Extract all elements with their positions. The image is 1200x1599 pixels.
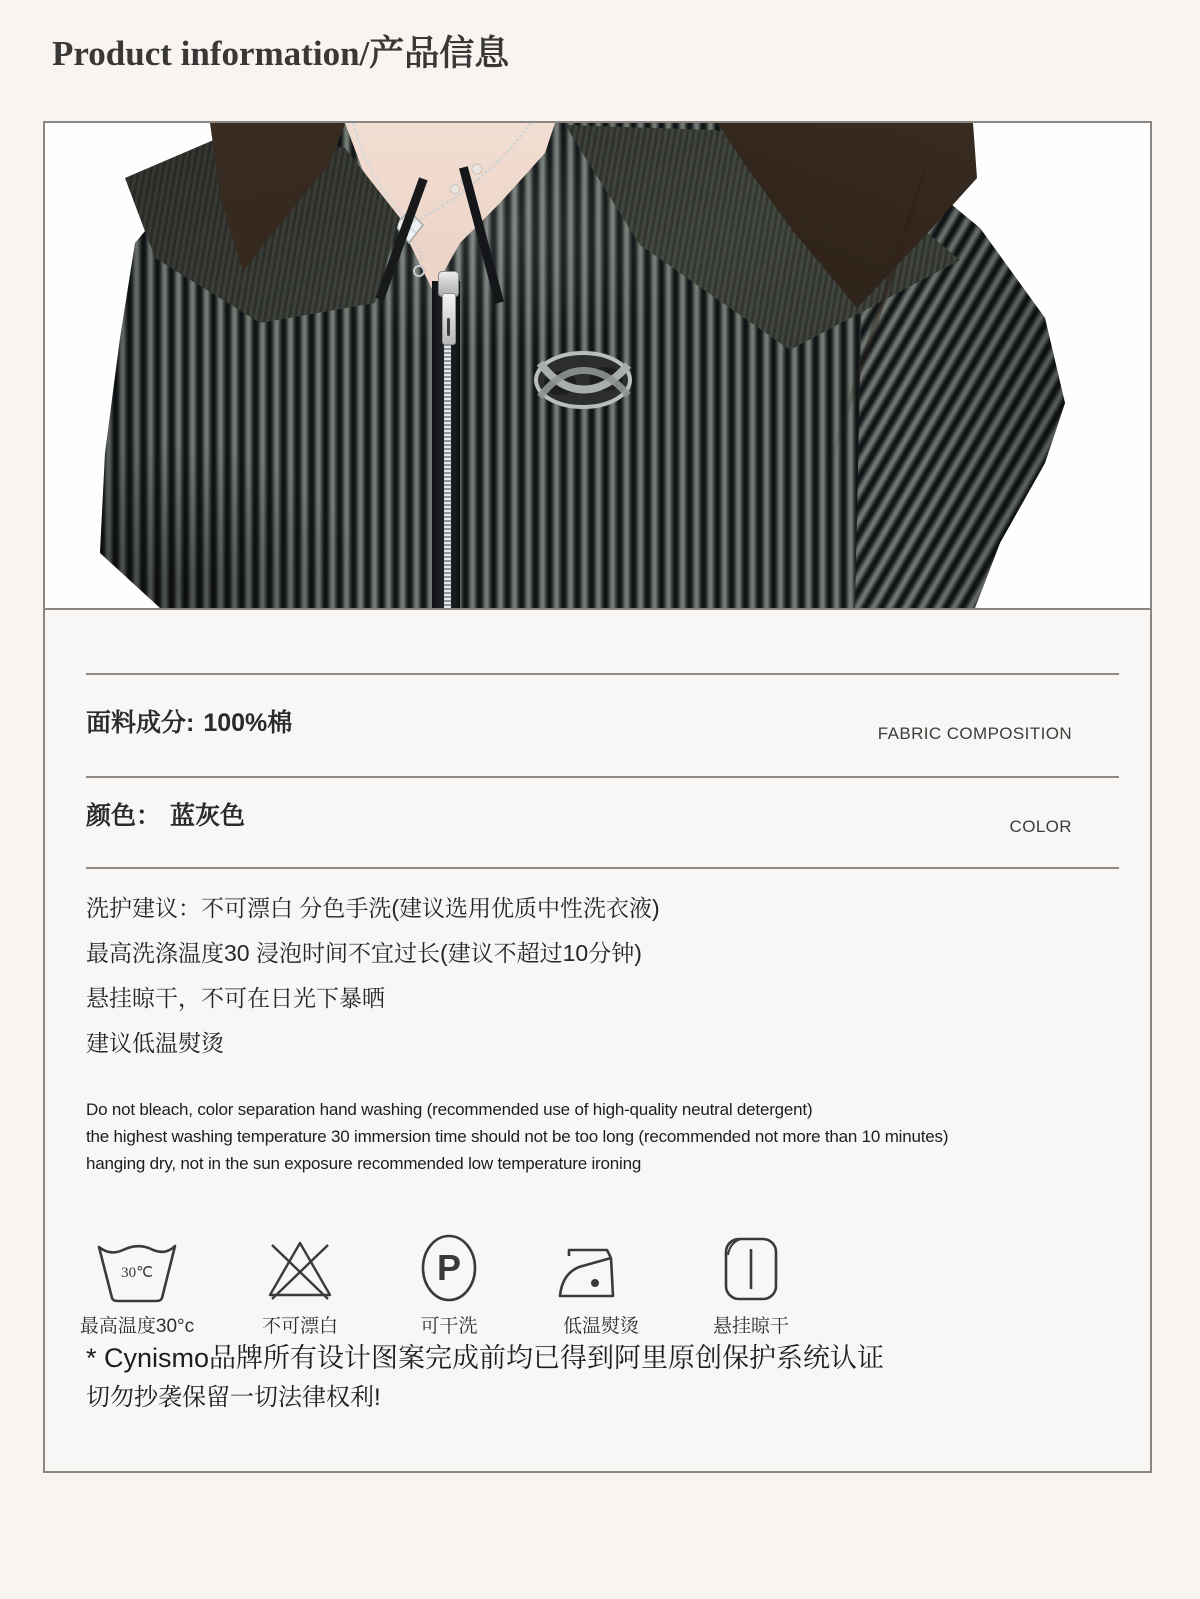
- care-en-line: Do not bleach, color separation hand washing (recommended use of high-quality neutral detergent): [86, 1100, 813, 1119]
- product-photo: [45, 123, 1150, 610]
- care-cn-line: 洗护建议：不可漂白 分色手洗(建议选用优质中性洗衣液): [86, 895, 660, 921]
- brand-copyright-line1: * Cynismo品牌所有设计图案完成前均已得到阿里原创保护系统认证: [86, 1343, 885, 1373]
- product-info-card: [43, 121, 1152, 1473]
- iron-low-icon: [553, 1241, 649, 1305]
- care-en-line: the highest washing temperature 30 immersion time should not be too long (recommended not more than 10 minutes): [86, 1127, 949, 1146]
- no-bleach-icon: [262, 1233, 338, 1305]
- care-icon-label: 可干洗: [420, 1316, 478, 1337]
- care-icon-label: 不可漂白: [261, 1316, 338, 1337]
- brand-copyright-line2: 切勿抄袭保留一切法律权利!: [86, 1384, 381, 1411]
- care-icon-iron-low: [526, 1231, 676, 1338]
- color-label: 颜色：: [86, 802, 162, 830]
- fabric-value: 100%棉: [203, 709, 293, 737]
- fabric-composition-row: [86, 703, 292, 739]
- care-icon-dry-clean: [374, 1231, 524, 1338]
- divider-top: [86, 673, 1119, 675]
- care-icon-label: 悬挂晾干: [712, 1316, 789, 1337]
- fabric-label: 面料成分:: [86, 709, 195, 737]
- care-cn-line: 建议低温熨烫: [86, 1030, 224, 1056]
- color-label-en: COLOR: [1009, 817, 1072, 836]
- care-icon-wash30: [62, 1231, 212, 1338]
- wash-temp-text: 30℃: [121, 1265, 153, 1281]
- color-row: [86, 796, 245, 832]
- care-icon-label: 最高温度30°c: [79, 1316, 195, 1337]
- color-value: 蓝灰色: [170, 802, 246, 830]
- dry-clean-letter: P: [436, 1247, 461, 1288]
- divider-bottom: [86, 867, 1119, 869]
- divider-middle: [86, 776, 1119, 778]
- care-cn-line: 悬挂晾干，不可在日光下暴晒: [86, 985, 385, 1011]
- hang-dry-icon: [717, 1231, 785, 1305]
- zipper-pull: [442, 293, 456, 345]
- care-instructions-cn: [86, 886, 660, 1066]
- care-icon-hang-dry: [676, 1231, 826, 1338]
- zipper-pull-slot: [447, 318, 450, 336]
- page-title: Product information/产品信息: [52, 34, 510, 73]
- care-instructions-en: [86, 1096, 948, 1177]
- fabric-label-en: FABRIC COMPOSITION: [877, 724, 1072, 743]
- care-icon-no-bleach: [225, 1231, 375, 1338]
- care-cn-line: 最高洗涤温度30 浸泡时间不宜过长(建议不超过10分钟): [86, 940, 642, 966]
- care-en-line: hanging dry, not in the sun exposure recommended low temperature ironing: [86, 1154, 642, 1173]
- brand-badge: [533, 350, 633, 410]
- care-icon-label: 低温熨烫: [562, 1316, 639, 1337]
- care-icons-row: [45, 1231, 1150, 1341]
